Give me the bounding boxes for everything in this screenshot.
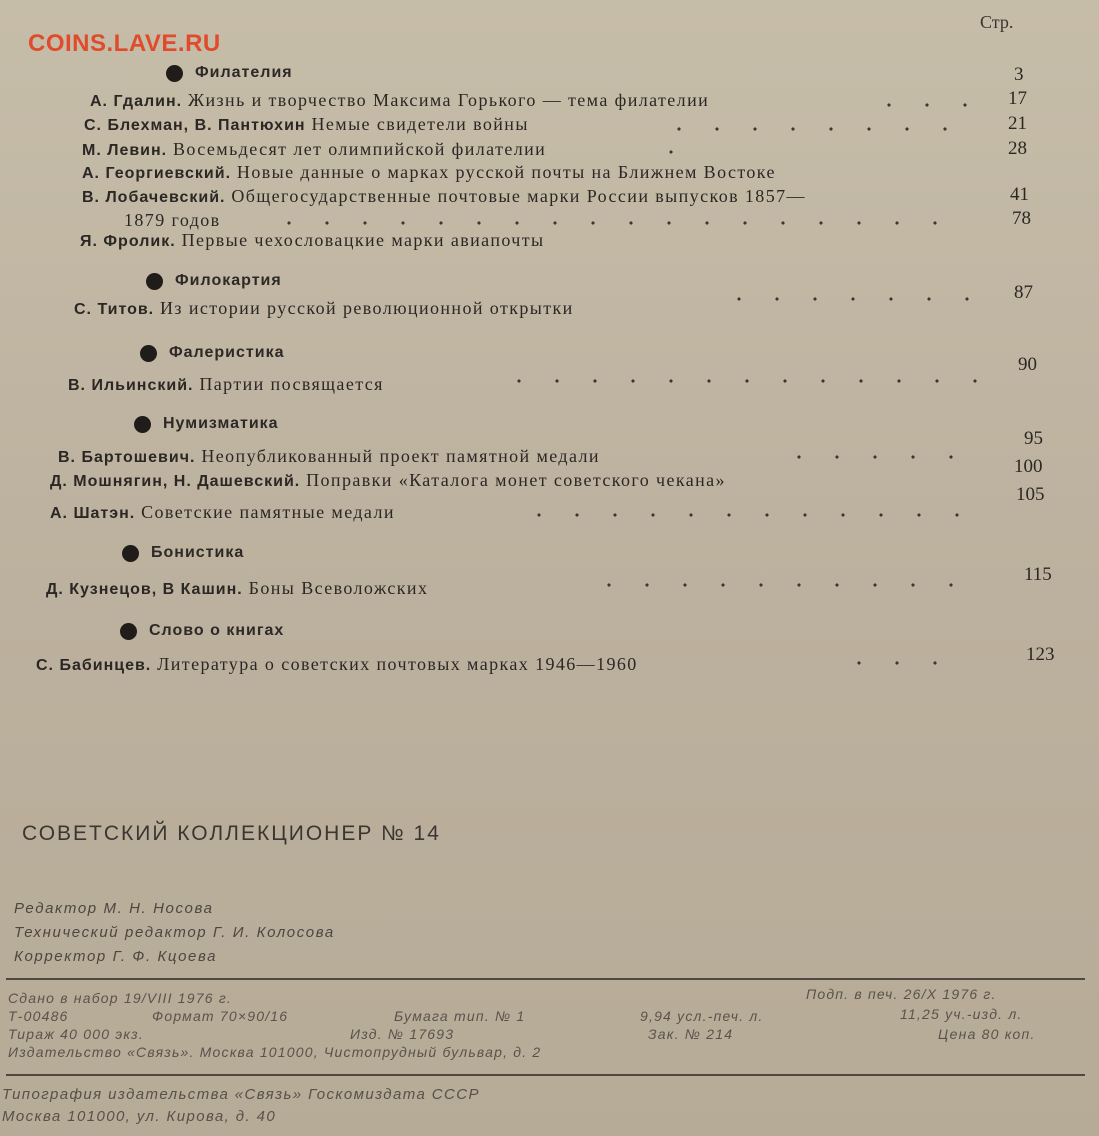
- toc-entry: [36, 654, 638, 675]
- dot-leader: [652, 149, 692, 155]
- entry-title: Немые свидетели войны: [311, 114, 529, 134]
- watermark: COINS.LAVE.RU: [28, 30, 221, 57]
- entry-author: Д. Кузнецов, В Кашин.: [46, 581, 243, 598]
- section-philocartia: [146, 272, 282, 290]
- dot-leader: [780, 454, 970, 460]
- entry-author: А. Шатэн.: [50, 505, 136, 522]
- entry-author: В. Бартошевич.: [58, 449, 196, 466]
- imprint-paper: Бумага тип. № 1: [394, 1008, 526, 1024]
- dot-leader: [500, 378, 980, 384]
- entry-title: Жизнь и творчество Максима Горького — тема филателии: [187, 90, 710, 110]
- entry-title: Советские памятные медали: [141, 502, 395, 522]
- entry-author: Д. Мошнягин, Н. Дашевский.: [50, 473, 301, 490]
- toc-entry: [82, 186, 806, 207]
- section-heading: Бонистика: [151, 544, 245, 561]
- imprint-format: Формат 70×90/16: [152, 1008, 289, 1024]
- section-heading: Слово о книгах: [149, 622, 285, 639]
- imprint-code: Т-00486: [8, 1008, 69, 1024]
- section-heading: Фалеристика: [169, 344, 285, 361]
- imprint-print-sheets: 9,94 усл.-печ. л.: [640, 1008, 764, 1024]
- page-number: 17: [1008, 88, 1027, 109]
- bullet-icon: [122, 545, 139, 562]
- dot-leader: [870, 102, 970, 108]
- entry-author: С. Титов.: [74, 301, 155, 318]
- toc-entry: [82, 162, 776, 183]
- section-heading: Нумизматика: [163, 415, 279, 432]
- imprint-order-no: Зак. № 214: [648, 1026, 734, 1042]
- page-number: 3: [1014, 64, 1024, 85]
- entry-title: Неопубликованный проект памятной медали: [201, 446, 600, 466]
- toc-entry: [74, 298, 574, 319]
- entry-author: В. Ильинский.: [68, 377, 194, 394]
- bullet-icon: [166, 65, 183, 82]
- toc-entry: [84, 114, 529, 135]
- entry-title: Боны Всеволожских: [248, 578, 429, 598]
- printer-name: Типография издательства «Связь» Госкомиздата СССР: [2, 1086, 480, 1103]
- editor-credit: Редактор М. Н. Носова: [14, 900, 214, 917]
- section-books: [120, 622, 284, 640]
- entry-author: А. Гдалин.: [90, 93, 183, 110]
- imprint-edition-no: Изд. № 17693: [350, 1026, 455, 1042]
- divider: [6, 1074, 1085, 1076]
- toc-entry: [58, 446, 600, 467]
- imprint-publisher: Издательство «Связь». Москва 101000, Чистопрудный бульвар, д. 2: [8, 1044, 542, 1060]
- entry-title: Общегосударственные почтовые марки России выпусков 1857—: [231, 186, 806, 206]
- page-number: 78: [1012, 208, 1031, 229]
- entry-author: М. Левин.: [82, 142, 168, 159]
- entry-title: Поправки «Каталога монет советского чекана»: [306, 470, 726, 490]
- page-number: 95: [1024, 428, 1043, 449]
- proofreader-credit: Корректор Г. Ф. Кцоева: [14, 948, 218, 965]
- toc-entry: [82, 139, 546, 160]
- toc-entry: [50, 470, 726, 491]
- entry-title: Первые чехословацкие марки авиапочты: [181, 230, 545, 250]
- page-number: 21: [1008, 113, 1027, 134]
- section-numismatics: [134, 415, 279, 433]
- page-number: 100: [1014, 456, 1043, 477]
- divider: [6, 978, 1085, 980]
- page-column-header: Стр.: [980, 12, 1014, 32]
- entry-author: А. Георгиевский.: [82, 165, 232, 182]
- bullet-icon: [140, 345, 157, 362]
- entry-title: Новые данные о марках русской почты на Ближнем Востоке: [236, 162, 776, 182]
- page-number: 87: [1014, 282, 1033, 303]
- entry-title: Партии посвящается: [199, 374, 384, 394]
- imprint-print-date: Подп. в печ. 26/X 1976 г.: [806, 986, 997, 1002]
- section-heading: Филателия: [195, 64, 293, 81]
- section-phaleristics: [140, 344, 285, 362]
- page-number: 123: [1026, 644, 1055, 665]
- journal-title: СОВЕТСКИЙ КОЛЛЕКЦИОНЕР № 14: [22, 822, 441, 845]
- entry-title: Литература о советских почтовых марках 1946—1960: [157, 654, 638, 674]
- page-number: 41: [1010, 184, 1029, 205]
- entry-title: Из истории русской революционной открытки: [160, 298, 574, 318]
- toc-entry: [46, 578, 428, 599]
- entry-author: С. Блехман, В. Пантюхин: [84, 117, 306, 134]
- toc-entry: [50, 502, 395, 523]
- bullet-icon: [134, 416, 151, 433]
- dot-leader: [520, 512, 970, 518]
- section-philately: [166, 64, 293, 82]
- dot-leader: [660, 126, 970, 132]
- page-number: 28: [1008, 138, 1027, 159]
- section-bonistics: [122, 544, 244, 562]
- bullet-icon: [120, 623, 137, 640]
- entry-title: Восемьдесят лет олимпийской филателии: [173, 139, 547, 159]
- entry-author: В. Лобачевский.: [82, 189, 226, 206]
- page-number: 115: [1024, 564, 1052, 585]
- page-number: 90: [1018, 354, 1037, 375]
- toc-entry: [90, 90, 709, 111]
- dot-leader: [270, 220, 970, 226]
- printer-address: Москва 101000, ул. Кирова, д. 40: [2, 1108, 277, 1125]
- tech-editor-credit: Технический редактор Г. И. Колосова: [14, 924, 335, 941]
- imprint-typeset-date: Сдано в набор 19/VIII 1976 г.: [8, 990, 233, 1006]
- page-number: 105: [1016, 484, 1045, 505]
- imprint-run: Тираж 40 000 экз.: [8, 1026, 144, 1042]
- entry-author: С. Бабинцев.: [36, 657, 152, 674]
- dot-leader: [590, 582, 980, 588]
- section-heading: Филокартия: [175, 272, 282, 289]
- bullet-icon: [146, 273, 163, 290]
- dot-leader: [720, 296, 980, 302]
- imprint-price: Цена 80 коп.: [938, 1026, 1036, 1042]
- toc-entry: [80, 230, 545, 251]
- entry-continuation: 1879 годов: [124, 210, 221, 230]
- dot-leader: [840, 660, 960, 666]
- imprint-pub-sheets: 11,25 уч.-изд. л.: [900, 1006, 1023, 1022]
- entry-author: Я. Фролик.: [80, 233, 176, 250]
- toc-entry: [68, 374, 384, 395]
